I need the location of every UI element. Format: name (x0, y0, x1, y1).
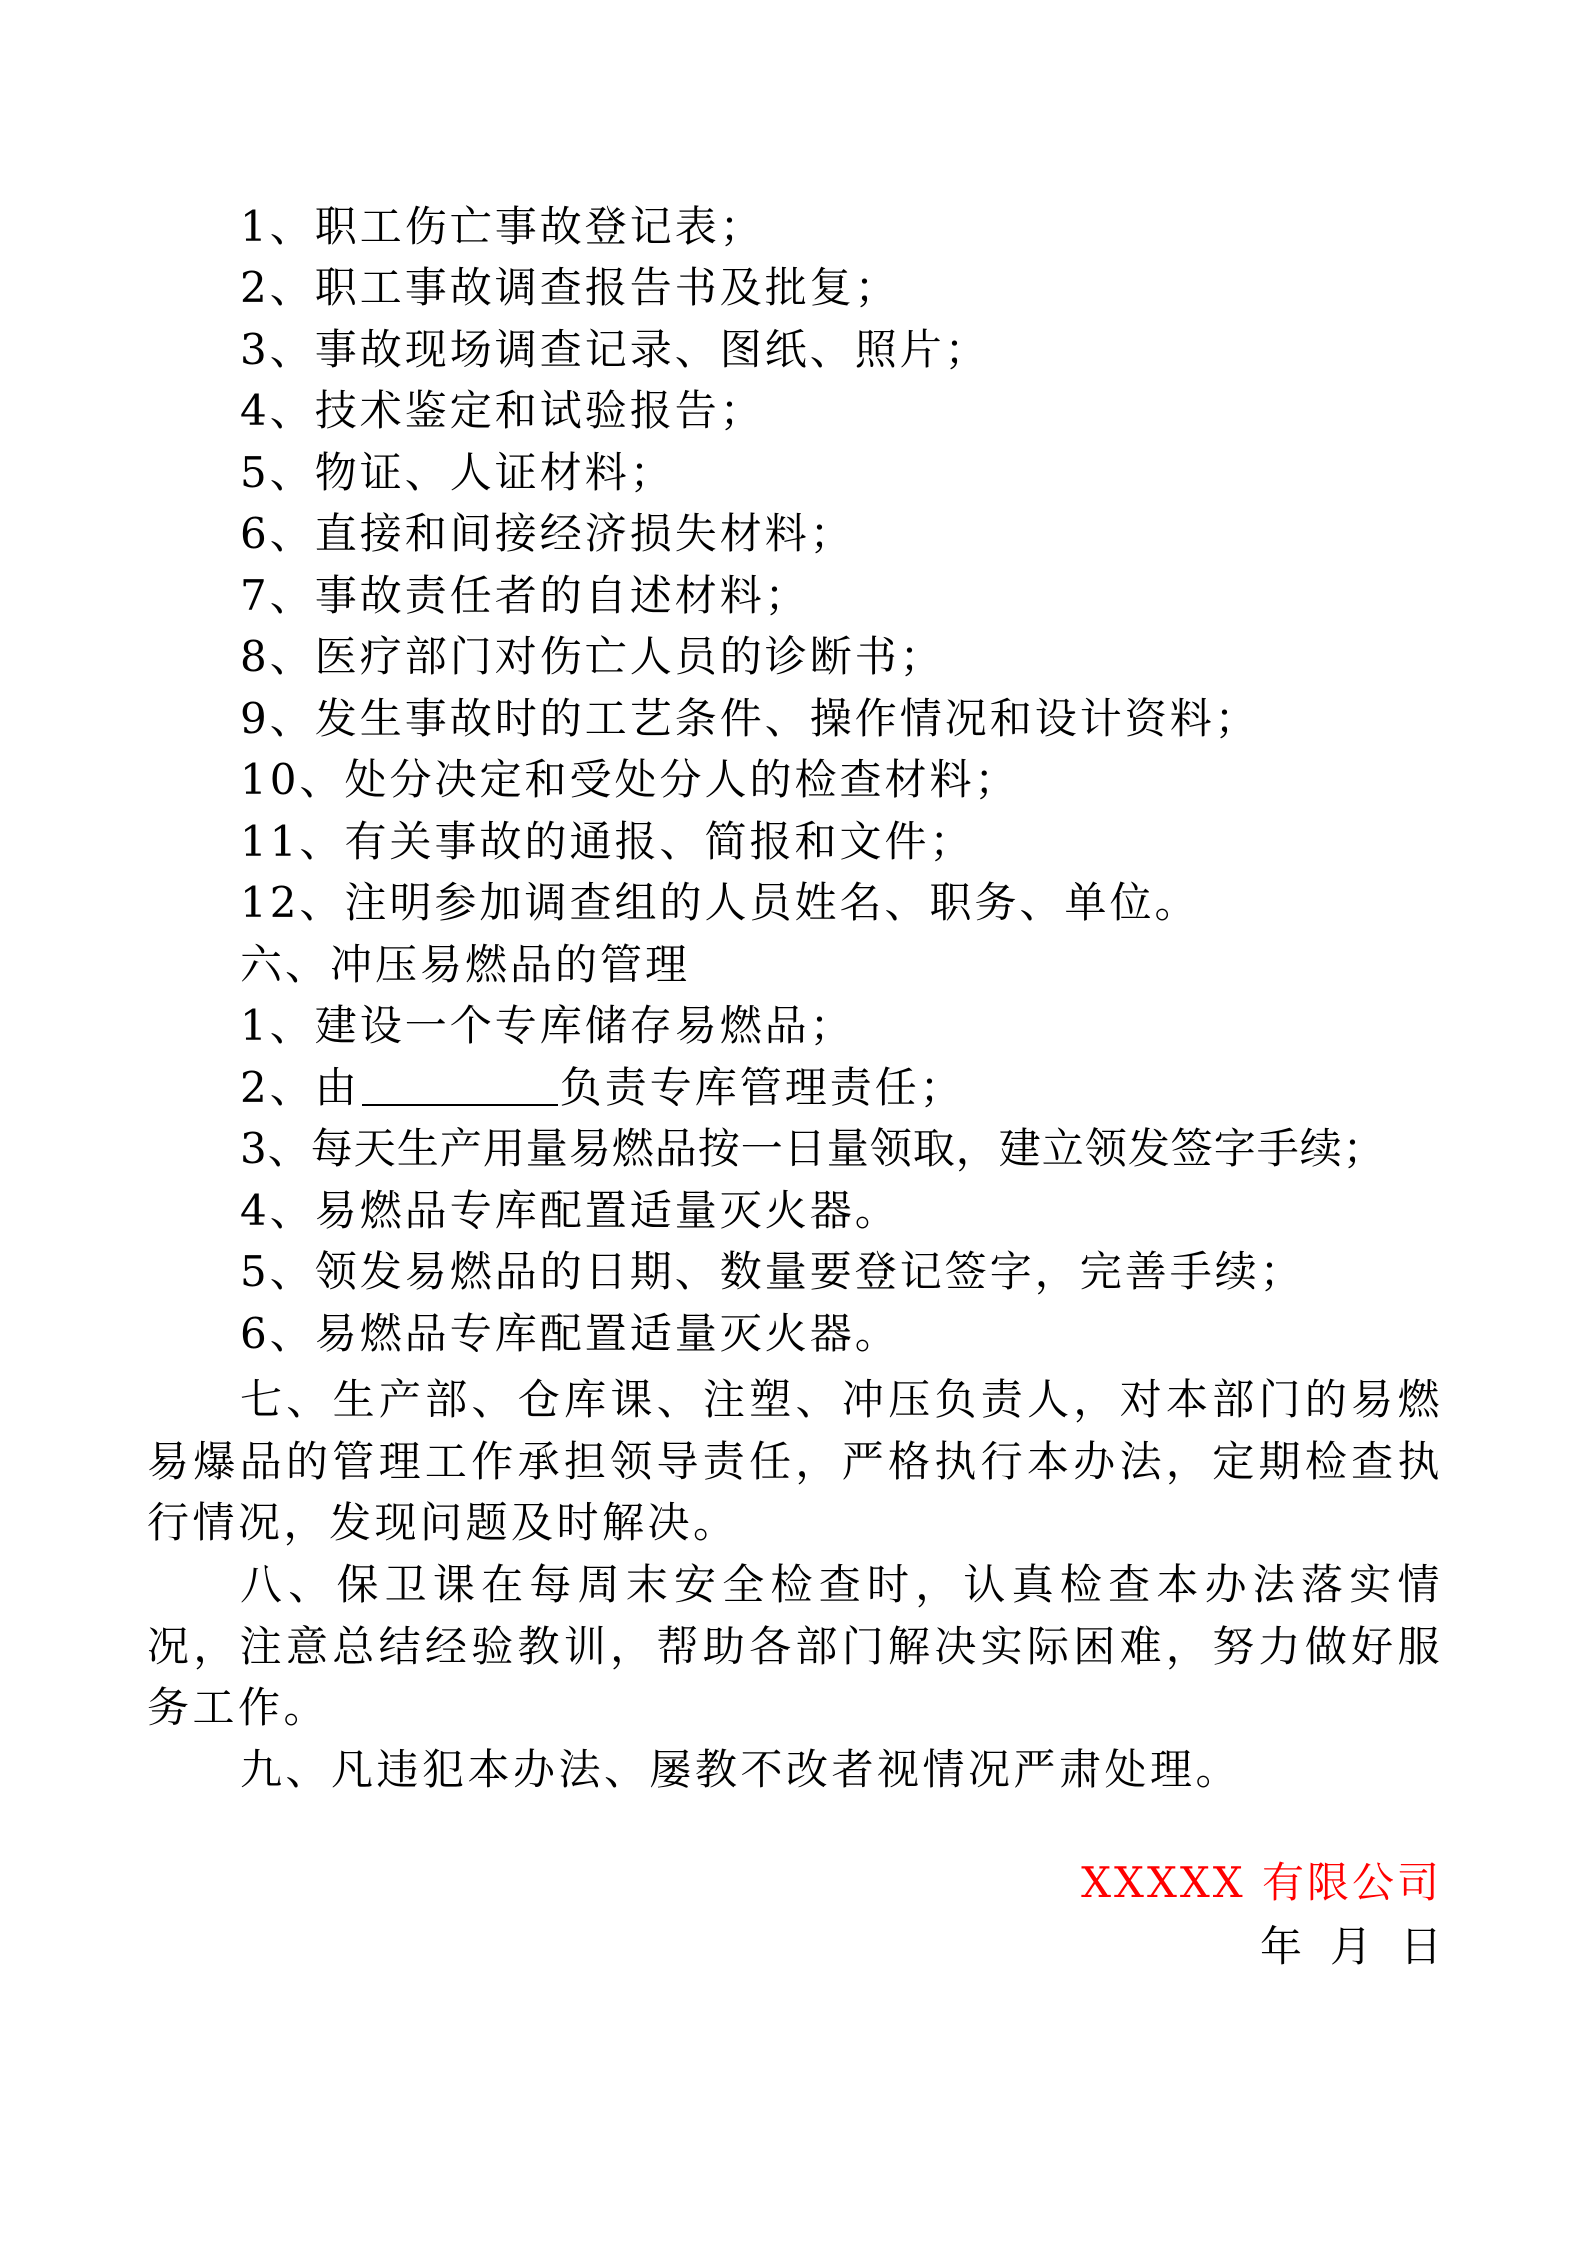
storage-item-1: 1、建设一个专库储存易燃品； (240, 1001, 855, 1050)
list-item-10: 10、处分决定和受处分人的检查材料； (240, 755, 1020, 804)
date-line (1260, 1922, 1442, 1972)
storage-item-4: 4、易燃品专库配置适量灭火器。 (240, 1186, 900, 1235)
list-item-4: 4、技术鉴定和试验报告； (240, 386, 765, 435)
list-item-1: 1、职工伤亡事故登记表； (240, 202, 765, 251)
date-day: 日 (1399, 1922, 1442, 1971)
storage-item-2 (240, 1063, 965, 1113)
paragraph-eight: 八、保卫课在每周末安全检查时，认真检查本办法落实情况，注意总结经验教训，帮助各部门解决实际困难，努力做好服务工作。 (147, 1560, 1443, 1732)
list-item-6: 6、直接和间接经济损失材料； (240, 509, 855, 558)
storage-item-5: 5、领发易燃品的日期、数量要登记签字，完善手续； (240, 1247, 1305, 1296)
storage-item-2-prefix: 2、由 (240, 1063, 360, 1112)
list-item-5: 5、物证、人证材料； (240, 448, 675, 497)
section-heading-six: 六、冲压易燃品的管理 (240, 940, 691, 989)
company-signature: XXXXX 有限公司 (1081, 1858, 1442, 1907)
paragraph-nine: 九、凡违犯本办法、屡教不改者视情况严肃处理。 (240, 1745, 1242, 1794)
fill-in-blank (362, 1064, 558, 1106)
storage-item-2-suffix: 负责专库管理责任； (559, 1063, 965, 1112)
date-year: 年 (1259, 1922, 1302, 1971)
list-item-11: 11、有关事故的通报、简报和文件； (240, 817, 975, 866)
storage-item-3: 3、每天生产用量易燃品按一日量领取，建立领发签字手续； (240, 1124, 1386, 1173)
list-item-3: 3、事故现场调查记录、图纸、照片； (240, 325, 990, 374)
list-item-12: 12、注明参加调查组的人员姓名、职务、单位。 (240, 878, 1200, 927)
list-item-9: 9、发生事故时的工艺条件、操作情况和设计资料； (240, 694, 1260, 743)
list-item-8: 8、医疗部门对伤亡人员的诊断书； (240, 632, 945, 681)
date-month: 月 (1329, 1922, 1372, 1971)
paragraph-seven: 七、生产部、仓库课、注塑、冲压负责人，对本部门的易燃易爆品的管理工作承担领导责任，严格执行本办法，定期检查执行情况，发现问题及时解决。 (147, 1375, 1443, 1547)
storage-item-6: 6、易燃品专库配置适量灭火器。 (240, 1309, 900, 1358)
list-item-7: 7、事故责任者的自述材料； (240, 571, 810, 620)
list-item-2: 2、职工事故调查报告书及批复； (240, 263, 900, 312)
